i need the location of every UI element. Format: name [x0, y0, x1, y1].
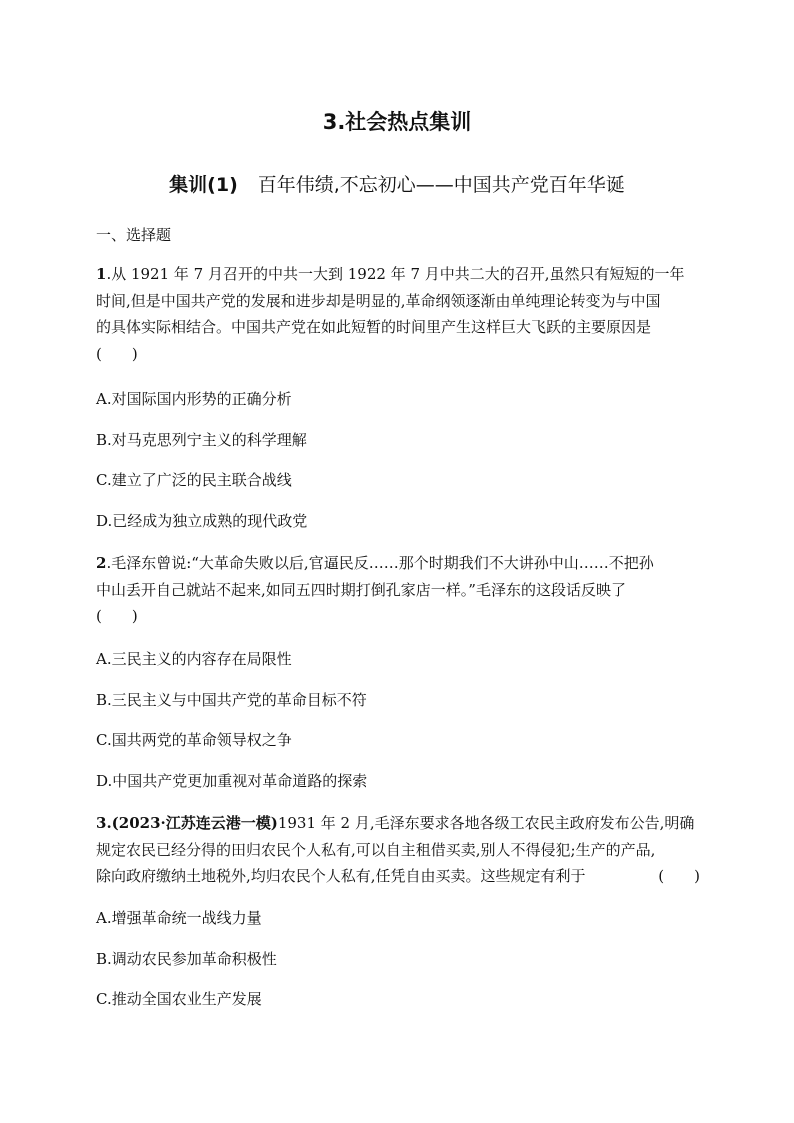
question-3-option-b: B.调动农民参加革命积极性	[96, 950, 277, 968]
question-1-line-2: 时间,但是中国共产党的发展和进步却是明显的,革命纲领逐渐由单纯理论转变为与中国	[96, 291, 661, 310]
question-2-option-a: A.三民主义的内容存在局限性	[96, 650, 292, 668]
question-1-line-3: 的具体实际相结合。中国共产党在如此短暂的时间里产生这样巨大飞跃的主要原因是	[96, 318, 652, 336]
question-3-option-a: A.增强革命统一战线力量	[96, 909, 262, 927]
question-1	[96, 261, 700, 367]
question-1-number: 1	[96, 265, 107, 283]
question-2	[96, 550, 700, 630]
question-2-line-2: 中山丢开自己就站不起来,如同五四时期打倒孔家店一样。”毛泽东的这段话反映了	[96, 580, 626, 599]
question-1-option-c: C.建立了广泛的民主联合战线	[96, 471, 292, 489]
question-1-option-d: D.已经成为独立成熟的现代政党	[96, 512, 308, 530]
question-1-option-a: A.对国际国内形势的正确分析	[96, 390, 292, 408]
question-2-answer-bracket: ( )	[96, 607, 138, 625]
subtitle-text: 百年伟绩,不忘初心——中国共产党百年华诞	[257, 174, 625, 196]
subtitle-tag: 集训(1)	[169, 174, 238, 196]
question-1-answer-bracket: ( )	[96, 344, 138, 363]
question-2-option-b: B.三民主义与中国共产党的革命目标不符	[96, 691, 367, 709]
document-title: 3.社会热点集训	[322, 110, 472, 134]
question-2-line-1: 2.毛泽东曾说:“大革命失败以后,官逼民反……那个时期我们不大讲孙中山……不把孙	[96, 554, 654, 572]
question-2-option-d: D.中国共产党更加重视对革命道路的探索	[96, 772, 368, 790]
question-3-number: 3	[96, 814, 107, 832]
question-2-option-c: C.国共两党的革命领导权之争	[96, 731, 292, 749]
section-heading: 一、选择题	[96, 226, 172, 244]
question-3-option-c: C.推动全国农业生产发展	[96, 990, 262, 1008]
document-subtitle	[0, 170, 794, 197]
question-1-option-b: B.对马克思列宁主义的科学理解	[96, 431, 307, 449]
question-3-answer-bracket: ( )	[658, 867, 700, 885]
question-3	[96, 810, 700, 890]
question-3-line-2: 规定农民已经分得的田归农民个人私有,可以自主租借买卖,别人不得侵犯;生产的产品,	[96, 840, 656, 859]
question-3-source: .(2023·江苏连云港一模)	[106, 814, 278, 832]
question-3-line-1: 3.(2023·江苏连云港一模)1931 年 2 月,毛泽东要求各地各级工农民主政府发布公告,明确	[96, 814, 695, 832]
question-3-line-3: 除向政府缴纳土地税外,均归农民个人私有,任凭自由买卖。这些规定有利于 ( )	[96, 863, 700, 890]
question-1-line-1: 1.从 1921 年 7 月召开的中共一大到 1922 年 7 月中共二大的召开,虽然只有短短的一年	[96, 265, 685, 283]
question-2-number: 2	[96, 554, 107, 572]
